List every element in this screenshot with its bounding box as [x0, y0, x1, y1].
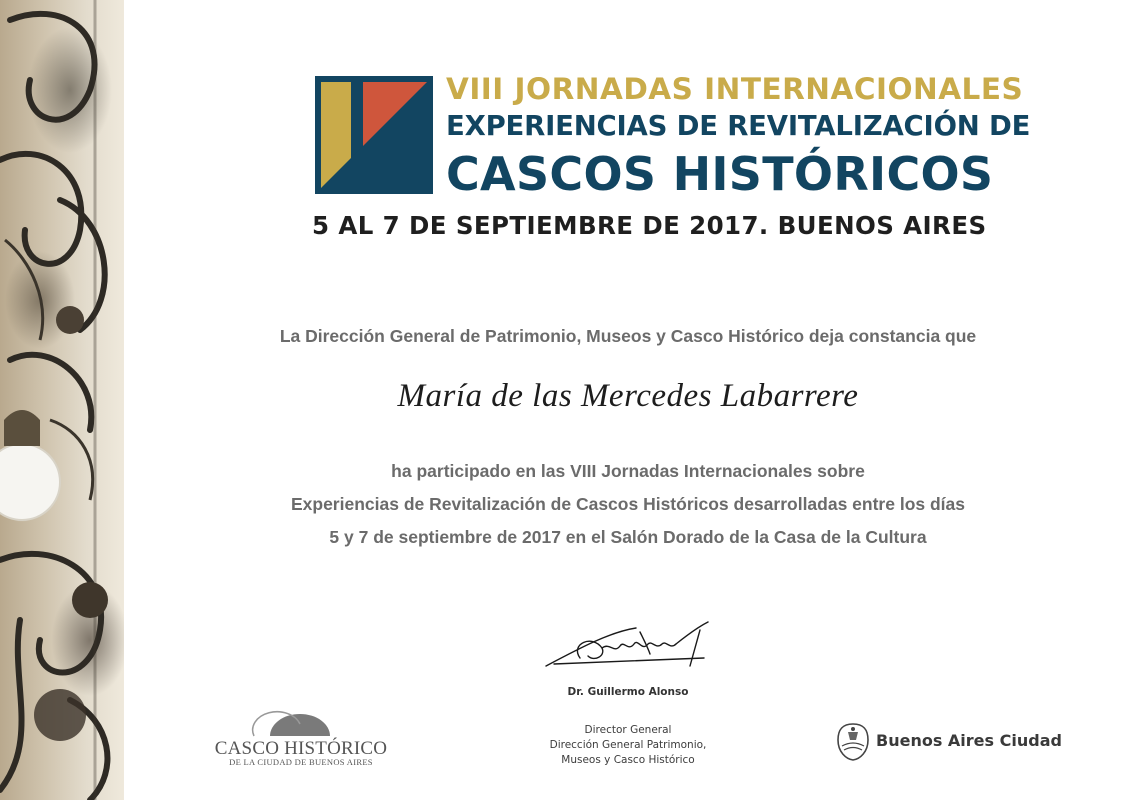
body-line: Experiencias de Revitalización de Cascos Históricos desarrolladas entre los días [290, 494, 966, 514]
role-line: Director General [584, 724, 672, 736]
signatory-name: Dr. Guillermo Alonso [567, 686, 689, 698]
handwritten-signature [540, 618, 720, 678]
event-title-line1: VIII JORNADAS INTERNACIONALES [446, 72, 1024, 106]
body-line: ha participado en las VIII Jornadas Internacionales sobre [391, 461, 865, 481]
event-title-line2: EXPERIENCIAS DE REVITALIZACIÓN DE [446, 110, 1031, 142]
role-line: Dirección General Patrimonio, [549, 739, 707, 751]
signatory-role [520, 723, 736, 768]
ornamental-ironwork-image [0, 0, 124, 800]
certificate-intro: La Dirección General de Patrimonio, Museos y Casco Histórico deja constancia que [279, 326, 977, 346]
buenos-aires-ciudad-name: Buenos Aires Ciudad [876, 731, 1062, 750]
event-logo-icon [315, 76, 433, 194]
casco-historico-name: CASCO HISTÓRICO [214, 738, 388, 759]
certificate-body [124, 455, 1132, 554]
casco-historico-subtitle: DE LA CIUDAD DE BUENOS AIRES [229, 757, 373, 767]
buenos-aires-seal-icon [836, 722, 870, 762]
recipient-name: María de las Mercedes Labarrere [397, 378, 859, 414]
role-line: Museos y Casco Histórico [561, 754, 695, 766]
decorative-photo-strip [0, 0, 124, 800]
body-line: 5 y 7 de septiembre de 2017 en el Salón Dorado de la Casa de la Cultura [329, 527, 927, 547]
event-title-line3: CASCOS HISTÓRICOS [446, 147, 994, 201]
event-date: 5 AL 7 DE SEPTIEMBRE DE 2017. BUENOS AIRES [312, 211, 987, 240]
